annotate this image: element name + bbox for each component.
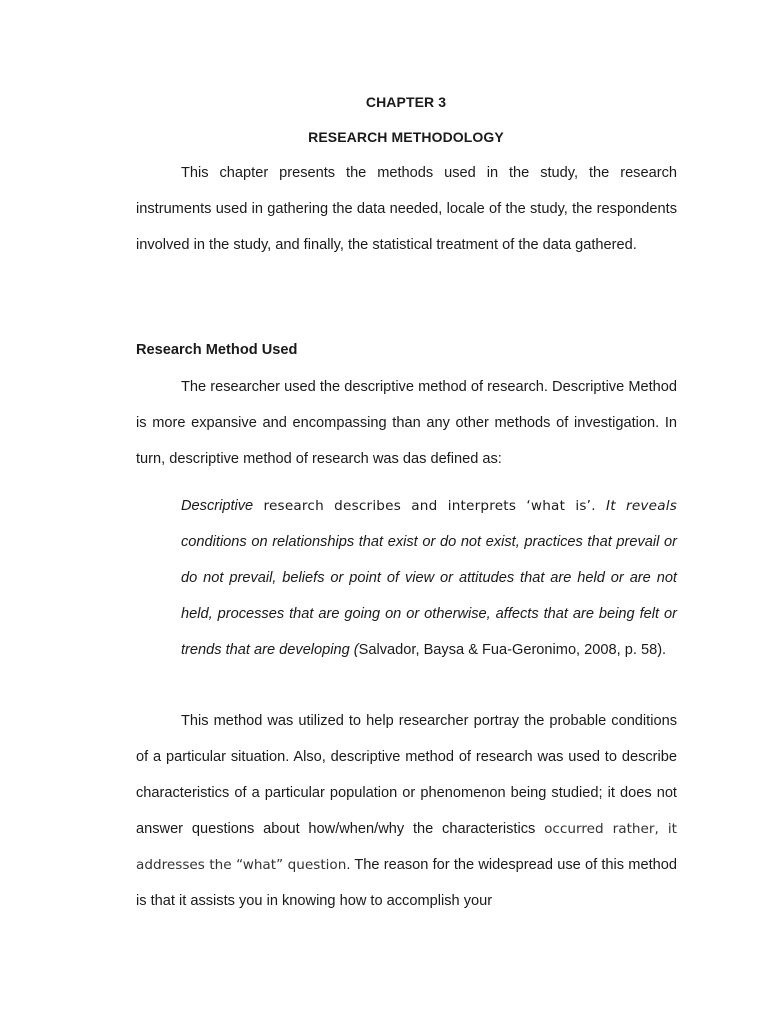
method-paragraph: The researcher used the descriptive method of research. Descriptive Method is more expansive and encompassing than any other methods of investigation. In turn, descriptive method of research was das defined as: (136, 379, 677, 467)
quote-lead-italic: It reveals (595, 498, 677, 514)
quote-lead-plain: research describes and interprets ‘what is’. (253, 498, 596, 514)
chapter-title: CHAPTER 3 (365, 94, 447, 110)
utilized-paragraph (136, 703, 677, 919)
quote-citation: Salvador, Baysa & Fua-Geronimo, 2008, p. 58). (358, 642, 667, 658)
section-title: RESEARCH METHODOLOGY (308, 129, 504, 145)
intro-paragraph: This chapter presents the methods used in the study, the research instruments used in gathering the data needed, locale of the study, the respondents involved in the study, and finally, the statistical treatment of the data gathered. (136, 165, 677, 253)
utilized-paragraph-part1: This method was utilized to help researcher portray the probable conditions of a particular situation. Also, descriptive method of research was used to describe characteristics of a particular population or phenomenon being studied; it does not answer questions about how/when/why the characteristics (136, 713, 677, 837)
utilized-paragraph-part2: occurred rather, it addresses the “what” question (136, 821, 677, 873)
block-quote (181, 488, 677, 668)
utilized-paragraph-part3: . The reason for the widespread use of this method is that it assists you in knowing how to accomplish your (136, 857, 677, 909)
quote-body: conditions on relationships that exist or do not exist, practices that prevail or do not prevail, beliefs or point of view or attitudes that are held or are not held, processes that are going on or otherwise, affects that are being felt or trends that are developing ( (181, 534, 677, 658)
subheading-research-method-used: Research Method Used (136, 342, 298, 358)
quote-lead-word: Descriptive (181, 498, 254, 514)
